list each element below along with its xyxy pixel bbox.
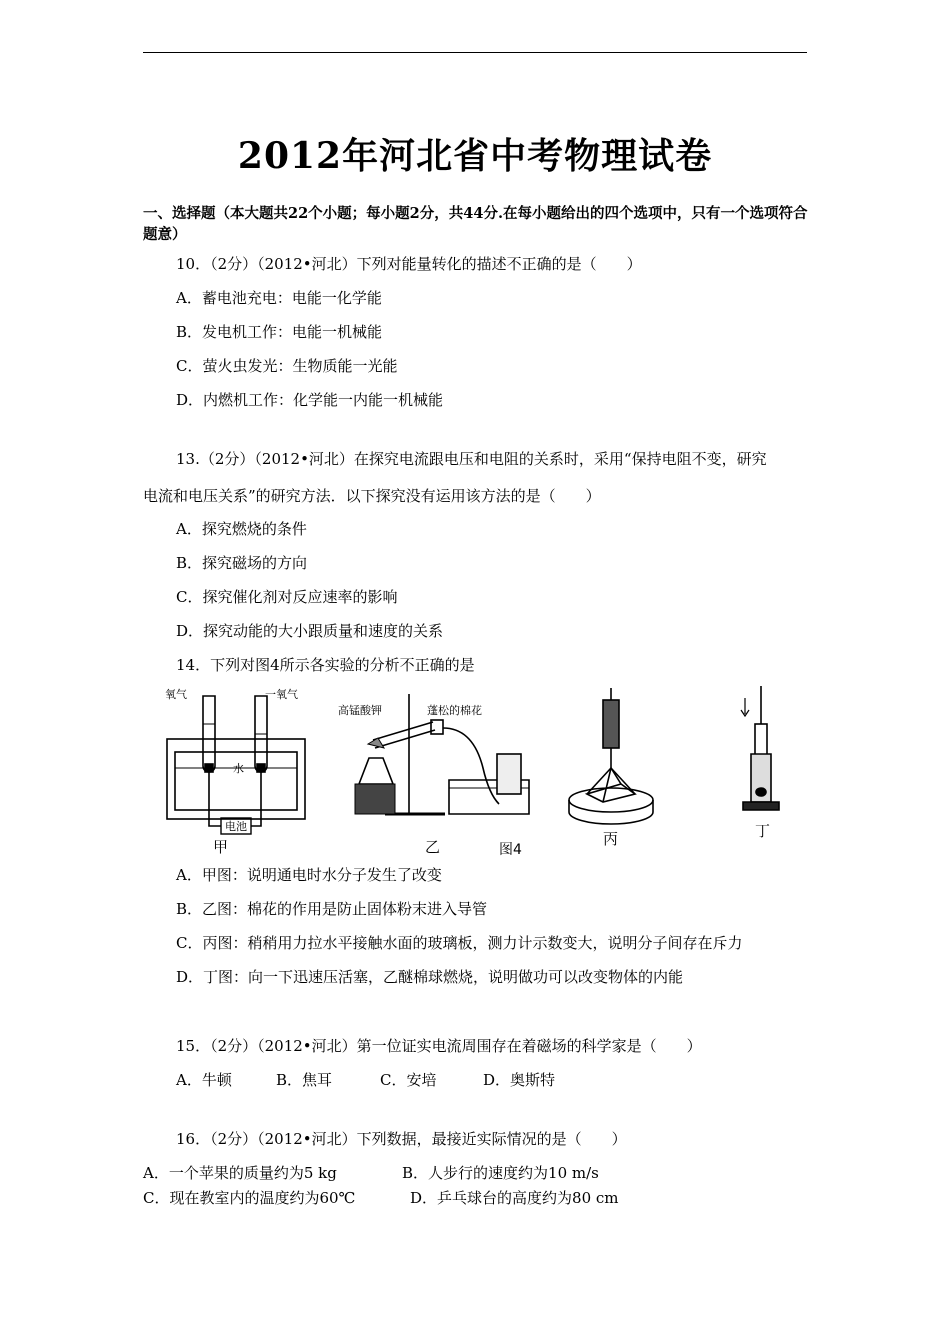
cotton-label: 蓬松的棉花	[427, 704, 482, 717]
figure-ding-fire-syringe	[741, 686, 779, 840]
q15-option-a: A．牛顿	[176, 1071, 232, 1089]
figure-yi-heating	[338, 694, 529, 856]
water-label: 水	[233, 762, 244, 775]
q14-option-d: D．丁图：向一下迅速压活塞，乙醚棉球燃烧，说明做功可以改变物体的内能	[176, 968, 684, 986]
q14-option-a: A．甲图：说明通电时水分子发生了改变	[176, 866, 442, 884]
label-jia: 甲	[213, 838, 229, 856]
q16-option-c: C．现在教室内的温度约为60℃	[143, 1189, 356, 1207]
q10-option-d: D．内燃机工作：化学能一内能一机械能	[176, 391, 444, 409]
q10-stem: 10．（2分）（2012•河北）下列对能量转化的描述不正确的是（ ）	[176, 255, 642, 273]
figure-caption: 图4	[499, 842, 522, 856]
q13-option-a: A．探究燃烧的条件	[176, 520, 307, 538]
q10-option-a: A．蓄电池充电：电能一化学能	[176, 289, 382, 307]
figure-bing-force-meter	[569, 688, 653, 848]
label-bing: 丙	[603, 830, 619, 848]
q14-option-c: C．丙图：稍稍用力拉水平接触水面的玻璃板，测力计示数变大，说明分子间存在斥力	[176, 934, 743, 952]
q15-option-b: B．焦耳	[276, 1071, 333, 1089]
q15-option-c: C．安培	[380, 1071, 437, 1089]
q13-stem-line2: 电流和电压关系”的研究方法．以下探究没有运用该方法的是（ ）	[143, 487, 601, 505]
figure-4	[163, 684, 787, 856]
figure-jia-electrolysis	[165, 687, 305, 856]
q13-stem-line1: 13.（2分）（2012•河北）在探究电流跟电压和电阻的关系时，采用“保持电阻不变，研究	[176, 450, 767, 468]
label-yi: 乙	[425, 838, 441, 856]
q13-option-d: D．探究动能的大小跟质量和速度的关系	[176, 622, 444, 640]
q13-option-c: C．探究催化剂对反应速率的影响	[176, 588, 398, 606]
q14-option-b: B．乙图：棉花的作用是防止固体粉末进入导管	[176, 900, 488, 918]
q13-option-b: B．探究磁场的方向	[176, 554, 308, 572]
q15-option-d: D．奥斯特	[483, 1071, 556, 1089]
battery-label: 电池	[225, 820, 247, 833]
section-heading: 一、选择题（本大题共22个小题；每小题2分，共44分.在每小题给出的四个选项中，只有一个选项符合题意）	[143, 205, 808, 243]
q15-stem: 15．（2分）（2012•河北）第一位证实电流周围存在着磁场的科学家是（ ）	[176, 1037, 702, 1055]
q16-stem: 16．（2分）（2012•河北）下列数据，最接近实际情况的是（ ）	[176, 1130, 627, 1148]
kmno4-label: 高锰酸钾	[338, 704, 382, 717]
q10-option-c: C．萤火虫发光：生物质能一光能	[176, 357, 398, 375]
q16-option-d: D．乒乓球台的高度约为80 cm	[410, 1189, 619, 1207]
header-rule	[143, 52, 807, 53]
q16-option-b: B．人步行的速度约为10 m/s	[402, 1164, 599, 1182]
q14-stem: 14．下列对图4所示各实验的分析不正确的是	[176, 656, 475, 674]
q16-option-a: A．一个苹果的质量约为5 kg	[143, 1164, 337, 1182]
label-ding: 丁	[755, 822, 771, 840]
right-gas-label: 一氧气	[265, 688, 298, 701]
page-title: 2012年河北省中考物理试卷	[237, 135, 713, 177]
q10-option-b: B．发电机工作：电能一机械能	[176, 323, 383, 341]
left-gas-label: 氧气	[165, 688, 187, 701]
